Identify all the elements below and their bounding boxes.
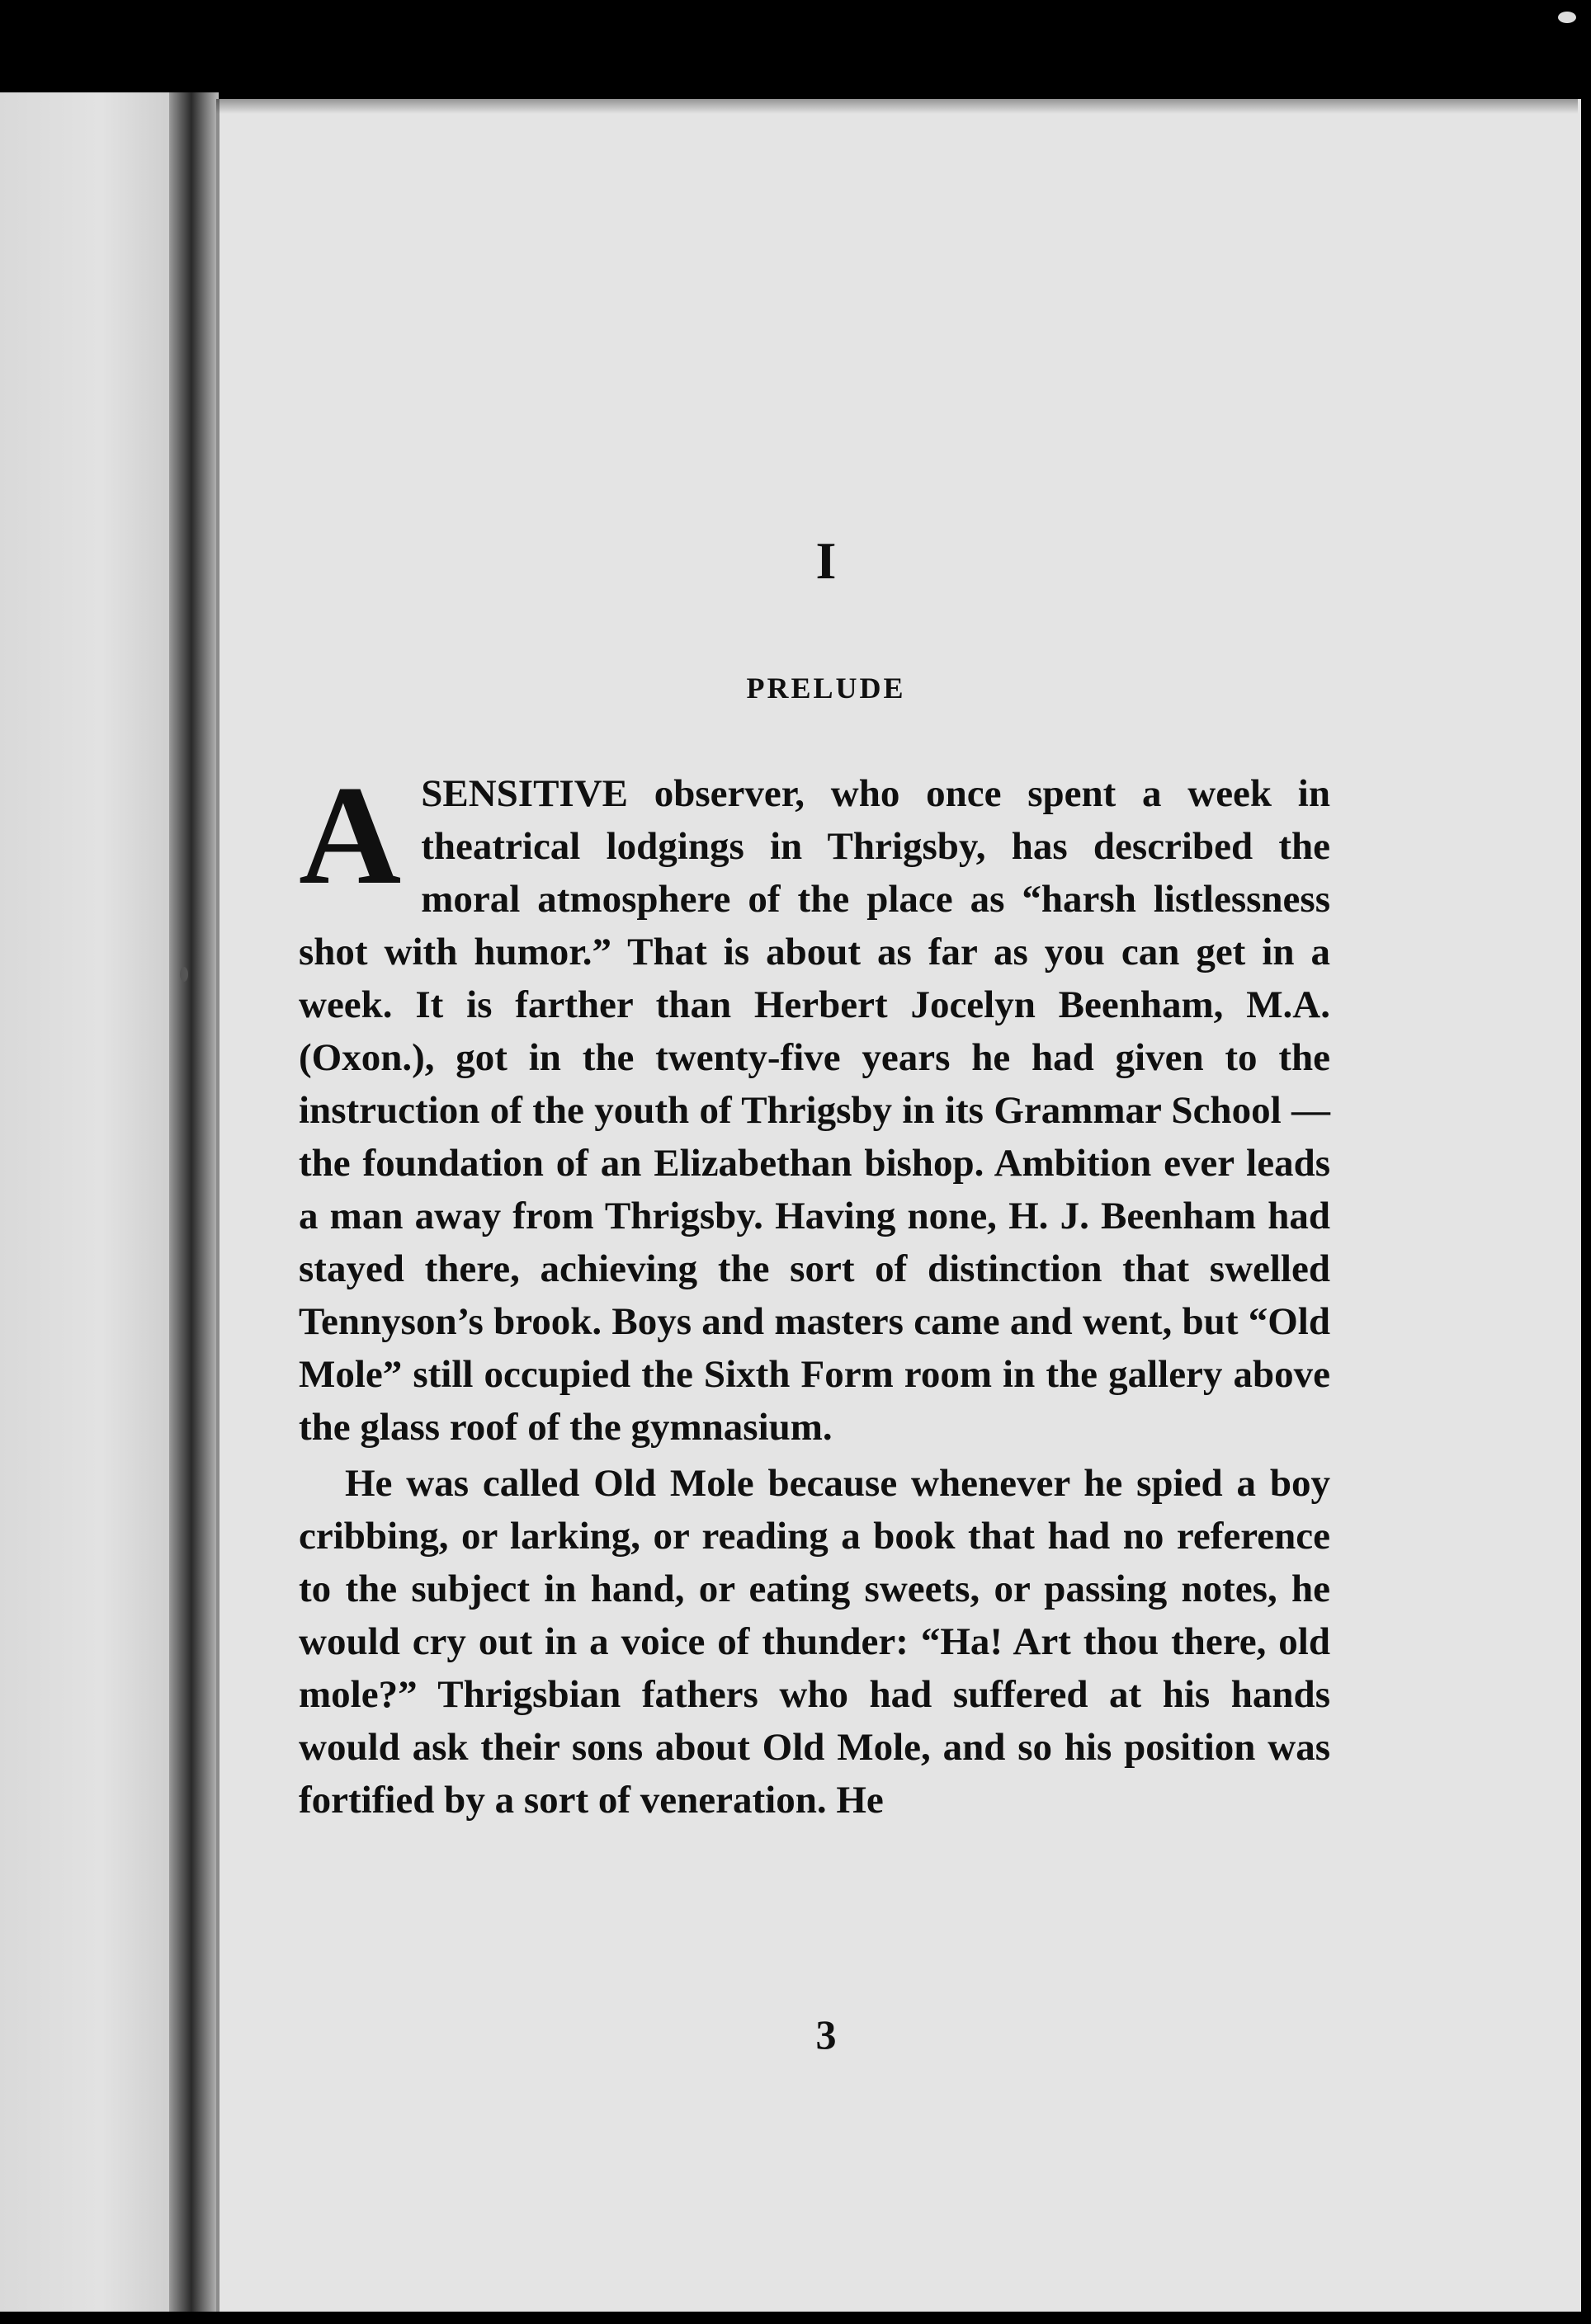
paragraph-1 [299,757,1330,1454]
chapter-title: PRELUDE [746,672,906,705]
chapter-number: I [815,531,837,590]
paragraph-1-text: SENSITIVE observer, who once spent a week in theatrical lodgings in Thrigsby, has described the moral atmosphere of the place as “harsh listlessness shot with humor.” That is about as far as you can get in a week. It is farther than Herbert Jocelyn Beenham, M.A. (Oxon.), got in the twenty-five years he had given to the instruction of the youth of Thrigsby in its Grammar School —the foundation of an Elizabethan bishop. Ambition ever leads a man away from Thrigsby. Having none, H. J. Beenham had stayed there, achieving the sort of distinction that swelled Tennyson’s brook. Boys and masters came and went, but “Old Mole” still occupied the Sixth Form room in the gallery above the glass roof of the gymnasium. [299,772,1330,1449]
body-text [299,757,1330,1827]
scan-speck [1558,12,1576,23]
paragraph-2: He was called Old Mole because whenever he spied a boy cribbing, or larking, or reading a book that had no reference to the subject in hand, or eating sweets, or passing notes, he would cry out in a voice of thunder: “Ha! Art thou there, old mole?” Thrigsbian fathers who had suffered at his hands would ask their sons about Old Mole, and so his position was fortified by a sort of veneration. He [299,1462,1330,1822]
page-top-shadow [216,99,1578,114]
drop-cap: A [299,757,402,914]
book-gutter [169,92,219,2312]
page-number: 3 [815,2011,837,2058]
facing-page-edge [0,92,169,2312]
scan-speck [180,967,188,982]
